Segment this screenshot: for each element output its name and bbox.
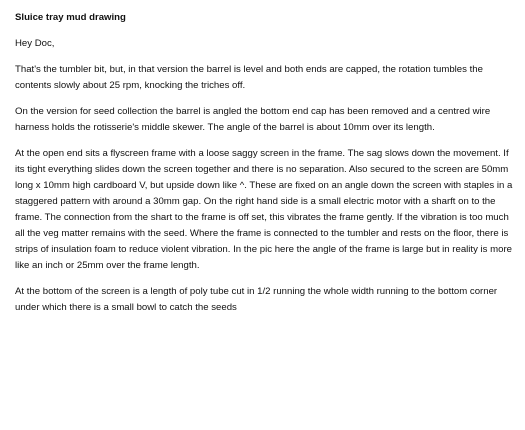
paragraph-poly-tube: At the bottom of the screen is a length of poly tube cut in 1/2 running the whole width running to the bottom corner under which there is a small bowl to catch the seeds [15, 286, 498, 313]
greeting-line: Hey Doc, [15, 38, 55, 49]
paragraph-seed-version: On the version for seed collection the barrel is angled the bottom end cap has been removed and a centred wire harness holds the rotisserie's middle skewer. The angle of the barrel is about 10mm over its length. [15, 106, 491, 133]
document-body [15, 10, 515, 326]
document-title: Sluice tray mud drawing [15, 12, 126, 23]
paragraph-flyscreen-frame: At the open end sits a flyscreen frame with a loose saggy screen in the frame. The sag slows down the movement. If its tight everything slides down the screen together and there is no separation. Also secured to the screen are 50mm long x 10mm high cardboard V, but upside down like ^. These are fixed on an angle down the screen with staples in a staggered pattern with around a 30mm gap. On the right hand side is a small electric motor with a sharft on to the frame. The connection from the shart to the frame is off set, this vibrates the frame gently. If the vibration is too much all the veg matter remains with the seed. Where the frame is connected to the tumbler and rests on the floor, there is strips of insulation foam to reduce violent vibration. In the pic here the angle of the frame is large but in reality is more like an inch or 25mm over the frame length. [15, 148, 513, 271]
paragraph-tumbler: That's the tumbler bit, but, in that version the barrel is level and both ends are capped, the rotation tumbles the contents slowly about 25 rpm, knocking the triches off. [15, 64, 483, 91]
